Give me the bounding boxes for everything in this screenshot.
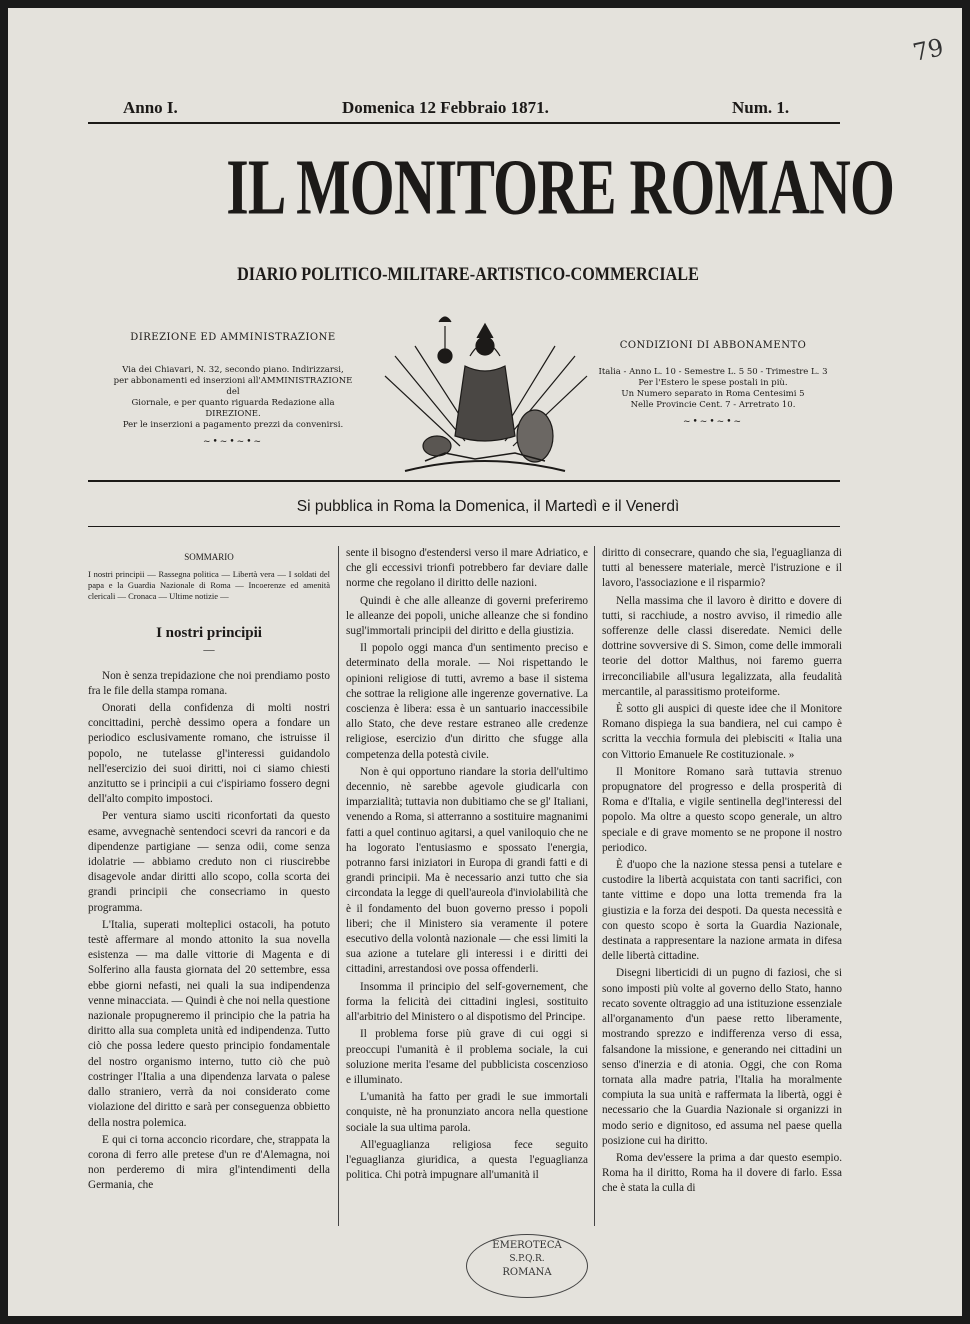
article-paragraph: Il popolo oggi manca d'un sentimento preciso e determinato della morale. — Noi rispettando le opinioni religiose di tutti, avremo a base il sistema che sottrae la religione alle ingerenze governative. La coscienza è libera: essa è un santuario inaccessibile allo Stato, che deve restare estraneo alle credenze religiose, esercizio d'un diritto che sfugge alla competenza della potestà civile. <box>346 642 588 761</box>
direction-line: Per le inserzioni a pagamento prezzi da convenirsi. <box>122 420 344 430</box>
article-paragraph: Quindi è che alle alleanze di governi preferiremo le alleanze dei popoli, uniche alleanze che si fondino sugl'immortali principii del diritto e della giustizia. <box>346 594 588 638</box>
masthead-title: IL MONITORE ROMANO <box>226 143 895 232</box>
column-divider <box>338 546 339 1226</box>
column-1 <box>88 546 330 1196</box>
ornament: ~•~•~•~ <box>202 437 264 447</box>
article-paragraph: L'umanità ha fatto per gradi le sue immortali conquiste, nè ha pronunziato ancora nella questione sociale la sua ultima parola. <box>346 1091 588 1134</box>
library-stamp <box>466 1234 588 1298</box>
stamp-top-text: EMEROTECA <box>492 1240 562 1251</box>
subscription-line: Italia - Anno L. 10 - Semestre L. 5 50 - Trimestre L. 3 <box>598 367 828 377</box>
article-paragraph: È sotto gli auspici di queste idee che il Monitore Romano dispiega la sua bandiera, nel cui campo è scritta la vecchia formula dei plebisciti « Italia una con Vittorio Emanuele Re costituzionale. » <box>602 703 842 761</box>
subscription-line: Nelle Provincie Cent. 7 - Arretrato 10. <box>630 400 796 410</box>
summary-text: I nostri principii — Rassegna politica — Libertà vera — I soldati del papa e la Guardia Nazionale di Roma — Incoerenze ed amenità clericali — Cronaca — Ultime notizie — <box>88 569 330 602</box>
article-paragraph: diritto di consecrare, quando che sia, l'eguaglianza di tutti al benessere materiale, mercè l'istruzione e il lavoro, l'associazione e il risparmio? <box>602 547 842 590</box>
direction-line: per abbonamenti ed inserzioni all'AMMINISTRAZIONE del <box>113 376 353 397</box>
direction-title: DIREZIONE ED AMMINISTRAZIONE <box>130 332 336 343</box>
article-paragraph: All'eguaglianza religiosa fece seguito l'eguaglianza giuridica, a questa l'eguaglianza politica. Chi potrà impugnare all'umanità il <box>346 1138 588 1182</box>
issue-date: Domenica 12 Febbraio 1871. <box>342 98 549 117</box>
ornament: ~•~•~•~ <box>682 417 744 427</box>
article-paragraph: È d'uopo che la nazione stessa pensi a tutelare e custodire la libertà acquistata con tanti sacrifici, con tante vittime e dopo una lotta tremenda fra la giustizia e la forza dei despoti. Da questa necessità e con questo scopo è sorta la Guardia Nazionale, destinata a rappresentare la nazione armata in difesa delle libertà cittadine. <box>602 859 842 963</box>
column-divider <box>594 546 595 1226</box>
newspaper-page <box>8 8 962 1316</box>
article-paragraph: Roma dev'essere la prima a dar questo esempio. Roma ha il diritto, Roma ha il dovere di farlo. Essa che è stata la culla di <box>602 1151 842 1195</box>
article-paragraph: Onorati della confidenza di molti nostri concittadini, perchè dessimo opera a fondare un periodico esclusivamente romano, che istruisse il popolo, ne tutelasse gl'interessi guidandolo nell'esercizio dei suoi diritti, noi ci siamo chiesti anzitutto se i principii a cui c'ispiriamo fossero degni dell'alto compito impostoci. <box>88 702 330 806</box>
column-2 <box>346 546 588 1185</box>
title-dash: — <box>203 644 215 657</box>
article-paragraph: Non è senza trepidazione che noi prendiamo posto fra le file della stampa romana. <box>88 669 330 697</box>
article-paragraph: Nella massima che il lavoro è diritto e dovere di tutti, si racchiude, a nostro avviso, il rimedio alle sofferenze delle classi diseredate. Nemici delle dottrine sovversive di S. Simon, come delle immorali teorie del dottor Malthus, noi faremo guerra irreconciliabile all'usura legalizzata, alla feudalità mercantile, al parassitismo proteiforme. <box>602 594 842 698</box>
article-title: I nostri principii <box>156 625 262 642</box>
article-paragraph: Non è qui opportuno riandare la storia dell'ultimo decennio, nè sarebbe agevole giudicarla con imparzialità; tuttavia non dubitiamo che se gl' Italiani, venendo a Roma, si atterranno a sostituire magnanimi fatti a quel continuo agitarsi, a quel vaniloquio che ne ha logorato l'entusiasmo e spossato l'energia, potranno farsi iniziatori in Europa di grandi fatti e di grandi principii. Ma è necessario anzi tutto che sia circondata la legge di quell'aureola d'inviolabilità che è il fondamento del buon governo presso i popoli liberi; che il Ministero sia veramente il potere esecutivo della volontà nazionale — che essi limiti la sua azione a tutelare gli interessi i e diritti dei cittadini, arrestandosi ove possa offenderli. <box>346 765 588 976</box>
masthead-subtitle: DIARIO POLITICO-MILITARE-ARTISTICO-COMMERCIALE <box>237 264 699 285</box>
article-paragraph: Insomma il principio del self-governement, che forma la felicità dei cittadini inglesi, sostituito all'arbitrio del Ministero o al dispotismo del Principe. <box>346 980 588 1024</box>
subscription-box <box>588 340 838 427</box>
subscription-title: CONDIZIONI DI ABBONAMENTO <box>619 340 807 351</box>
publication-schedule: Si pubblica in Roma la Domenica, il Martedì e il Venerdì <box>296 498 680 515</box>
article-paragraph: sente il bisogno d'estendersi verso il mare Adriatico, e che gli eccessivi trionfi potrebbero far deviare dalle norme che regolano il diritto delle nazioni. <box>346 547 588 590</box>
stamp-middle-text: S.P.Q.R. <box>509 1254 545 1264</box>
article-paragraph: Il problema forse più grave di cui oggi si preoccupi l'umanità è il problema sociale, la cui soluzione merita l'esame del pubblicista coscenzioso e illuminato. <box>346 1028 588 1086</box>
article-paragraph: E qui ci torna acconcio ricordare, che, strappata la corona di ferro alle pretese d'un re d'Alemagna, noi non perderemo di mira gl'intendimenti della Germania, che <box>88 1133 330 1192</box>
subscription-line: Un Numero separato in Roma Centesimi 5 <box>621 389 805 399</box>
stamp-bottom-text: ROMANA <box>502 1267 552 1278</box>
page-number: 79 <box>910 33 947 67</box>
direction-line: Via dei Chiavari, N. 32, secondo piano. Indirizzarsi, <box>122 365 344 375</box>
roma-allegory-illustration <box>365 296 605 476</box>
subscription-line: Per l'Estero le spese postali in più. <box>638 378 788 388</box>
direction-box <box>108 332 358 447</box>
issue-number: Num. 1. <box>732 98 790 117</box>
masthead-rule <box>88 480 840 482</box>
article-paragraph: Per ventura siamo usciti riconfortati da questo esame, avvegnachè sentendoci scevri da rancori e da dipendenze partigiane — senza odii, come senza idolatrie — abbiamo creduto non ci riuscirebbe disagevole andar diritti allo scopo, colla scorta dei grandi principii che consecriamo in questo programma. <box>88 810 330 914</box>
issue-year: Anno I. <box>123 98 178 117</box>
publication-rule <box>88 526 840 527</box>
header-rule <box>88 122 840 124</box>
direction-line: Giornale, e per quanto riguarda Redazione alla DIREZIONE. <box>131 398 335 419</box>
article-paragraph: Disegni liberticidi di un pugno di faziosi, che si sono imposti più volte al governo dello Stato, hanno recato sovente oltraggio ad una istituzione essenziale all'organamento d'un paese retto liberamente, mostrando sprezzo e indifferenza verso di essa, falsandone la missione, e generando nei cittadini un senso d'inerzia e di atonia. Oggi, che con Roma tornata alla madre patria, l'Italia ha moralmente compiuta la sua unità e raffermata la libertà, oggi è necessario che la Guardia Nazionale si organizzi in modo serio e dignitoso, ed assuma nel paese quella posizione cui ha diritto. <box>602 967 842 1147</box>
article-paragraph: L'Italia, superati molteplici ostacoli, ha potuto testè affermare al mondo attonito la sua novella esistenza — ma dalle vittorie di Magenta e di Solferino alla fausta giornata del 20 settembre, essa ebbe giorni nefasti, nei quali la sua indipendenza venne minacciata. — Quindi è che noi nella questione nazionale propugneremo il principio che la patria ha diritto alla sua completa unità ed indipendenza. Tutto ciò che possa ledere questo principio fondamentale del nostro organismo interno, tutto ciò che può costringer l'Italia a una dipendenza larvata o palese dallo straniero, verrà da noi considerato come violazione del diritto e sarà per conseguenza obbietto della nostra polemica. <box>88 918 331 1129</box>
summary-title: SOMMARIO <box>184 552 234 562</box>
article-paragraph: Il Monitore Romano sarà tuttavia strenuo propugnatore del progresso e della prosperità di Roma e d'Italia, e vigile sentinella degl'interessi del popolo. Ma oltre a questo scopo generale, un altro speciale e di grave momento se ne propone il nostro periodico. <box>602 765 842 854</box>
column-3 <box>602 546 842 1199</box>
